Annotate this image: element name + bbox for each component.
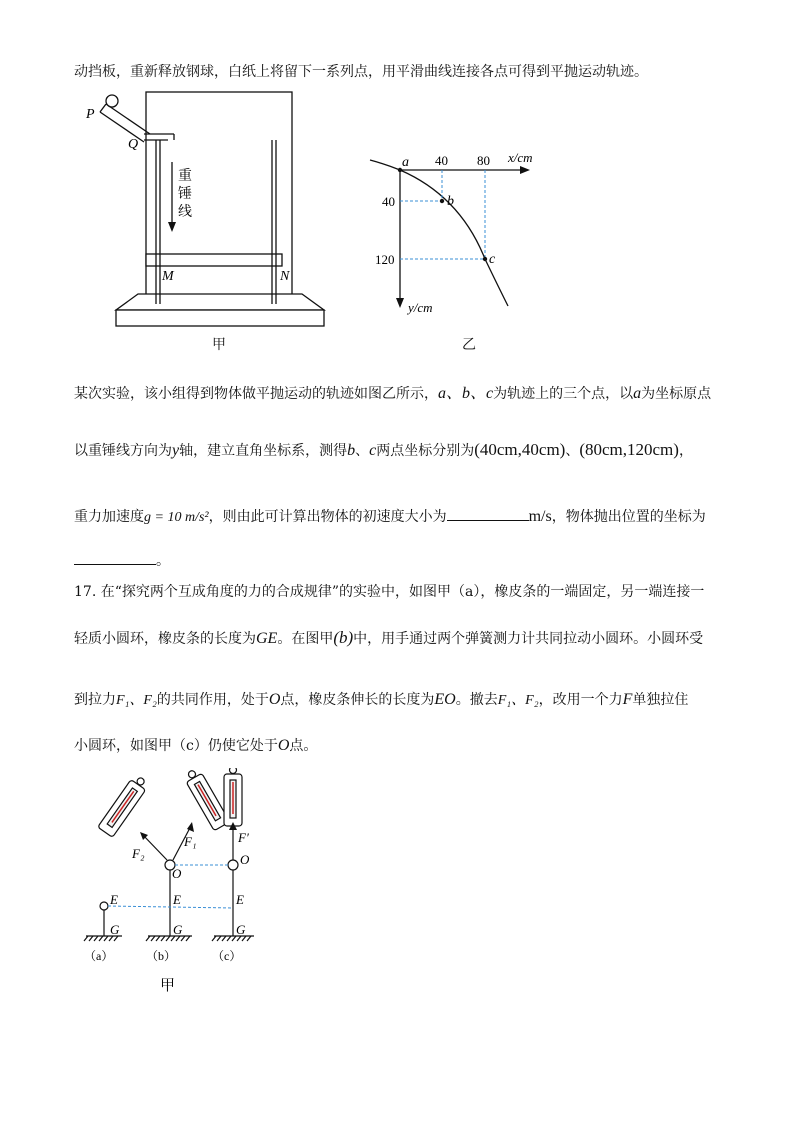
label-G-c: G (236, 922, 246, 937)
caption-jia1: 甲 (212, 337, 226, 353)
q16-text-line1 (74, 62, 648, 82)
figure-force-experiment (80, 768, 280, 1004)
q17-text-line4 (74, 736, 317, 756)
plumb-char-1: 重 (178, 169, 192, 184)
label-G-b: G (173, 922, 183, 937)
label-c: c (489, 252, 496, 267)
q16-line3c: 两点坐标分别为 (376, 443, 475, 459)
q17-O2: O (277, 737, 290, 754)
q17-F1F2-b: F₁、F₂ (497, 693, 539, 708)
label-E-c: E (236, 892, 244, 907)
q17-line3d: 。撤去 (455, 692, 498, 708)
q16-line5end: 。 (156, 553, 170, 569)
caption-yi: 乙 (462, 337, 476, 353)
q16-line2a: 某次实验，该小组得到物体做平抛运动的轨迹如图乙所示， (74, 386, 438, 402)
q16-line3b: 轴，建立直角坐标系，测得 (179, 443, 348, 459)
q16-sep: 、 (355, 443, 370, 459)
label-Q: Q (128, 137, 139, 152)
q16-c: c (369, 442, 377, 459)
label-Fp: F′ (238, 830, 249, 845)
q17-line3c: 点，橡皮条伸长的长度为 (280, 692, 435, 708)
xtick-80: 80 (477, 153, 490, 168)
q17-line4a: 小圆环，如图甲（c）仍使它处于 (74, 738, 278, 754)
q16-line2c: 为坐标原点 (641, 386, 712, 402)
q17-line3e: ，改用一个力 (538, 692, 623, 708)
caption-jia2: 甲 (160, 978, 176, 994)
q16-text-line4 (74, 506, 706, 528)
x-axis-label: x/cm (508, 150, 533, 165)
q17-line2a: 轻质小圆环，橡皮条的长度为 (74, 631, 256, 647)
label-O-b: O (172, 866, 182, 881)
q16-line1: 动挡板，重新释放钢球，白纸上将留下一系列点，用平滑曲线连接各点可得到平抛运动轨迹。 (74, 64, 648, 80)
q17-EO: EO (434, 691, 456, 708)
q16-line4c: ，物体抛出位置的坐标为 (551, 509, 706, 525)
q17-GE: GE (256, 630, 278, 647)
answer-blank-position[interactable] (74, 550, 156, 565)
q16-a: a (633, 385, 642, 402)
q16-line4a: 重力加速度 (74, 509, 144, 525)
q16-line3a: 以重锤线方向为 (74, 443, 172, 459)
q17-b: (b) (333, 628, 354, 647)
q17-line1: 17. 在“探究两个互成角度的力的合成规律”的实验中，如图甲（a），橡皮条的一端固定，另一端连接一 (74, 584, 705, 600)
sublabel-b: （b） (146, 949, 177, 963)
chute-top (106, 104, 150, 134)
q16-abc: a、b、c (438, 385, 494, 402)
q17-line4b: 点。 (289, 738, 318, 754)
q16-y: y (172, 442, 180, 459)
base-top (116, 294, 324, 310)
q16-text-line3 (74, 440, 693, 461)
q16-g: g = 10 m/s² (144, 510, 209, 525)
q16-text-line5 (74, 550, 170, 571)
label-G-a: G (110, 922, 120, 937)
label-E-b: E (173, 892, 181, 907)
q16-line3d: ， (678, 443, 693, 459)
base-front (116, 310, 324, 326)
label-M: M (162, 269, 174, 284)
q17-line2b: 。在图甲 (277, 631, 334, 647)
q17-O: O (268, 691, 281, 708)
y-arrow (396, 298, 404, 308)
plumb-char-2: 锤 (178, 187, 192, 202)
q17-F1F2: F₁、F₂ (116, 693, 157, 708)
q17-text-line2 (74, 628, 703, 649)
point-b (440, 199, 444, 203)
label-P: P (86, 107, 95, 122)
label-F1: F₁ (184, 834, 197, 849)
figure-trajectory (360, 148, 540, 324)
q17-F: F (622, 691, 633, 708)
x-arrow (520, 166, 530, 174)
trajectory-curve (370, 160, 508, 306)
q16-sep2: 、 (565, 443, 580, 459)
q17-line3f: 单独拉住 (632, 692, 689, 708)
q16-unit: m/s (528, 508, 552, 525)
plumb-char-3: 线 (178, 205, 192, 220)
q16-coord-c: (80cm,120cm) (579, 440, 679, 459)
force-F2-line (142, 834, 167, 860)
sublabel-c: （c） (212, 949, 242, 963)
ytick-120: 120 (375, 252, 395, 267)
label-a: a (402, 155, 409, 170)
q17-line3b: 的共同作用，处于 (156, 692, 269, 708)
q17-text-line1 (74, 582, 704, 602)
q16-line2b: 为轨迹上的三个点，以 (493, 386, 634, 402)
q16-line4b: ，则由此可计算出物体的初速度大小为 (208, 509, 447, 525)
q16-b: b (347, 442, 356, 459)
label-F2: F₂ (132, 846, 145, 861)
crossbar (146, 254, 282, 266)
sublabel-a: （a） (84, 949, 114, 963)
q16-text-line2 (74, 384, 711, 404)
label-E-a: E (110, 892, 118, 907)
q17-line3a: 到拉力 (74, 692, 116, 708)
ytick-40: 40 (382, 194, 395, 209)
y-axis-label: y/cm (408, 300, 433, 315)
label-b: b (447, 194, 454, 209)
point-c (483, 257, 487, 261)
q17-line2c: 中，用手通过两个弹簧测力计共同拉动小圆环。小圆环受 (353, 631, 704, 647)
label-O-c: O (240, 852, 250, 867)
q16-coord-b: (40cm,40cm) (474, 440, 566, 459)
xtick-40: 40 (435, 153, 448, 168)
q17-text-line3 (74, 690, 688, 711)
steel-ball (106, 95, 118, 107)
ring-a (100, 902, 108, 910)
label-N: N (280, 269, 290, 284)
figure-apparatus (80, 88, 340, 358)
answer-blank-velocity[interactable] (447, 506, 529, 521)
ring-c (228, 860, 238, 870)
